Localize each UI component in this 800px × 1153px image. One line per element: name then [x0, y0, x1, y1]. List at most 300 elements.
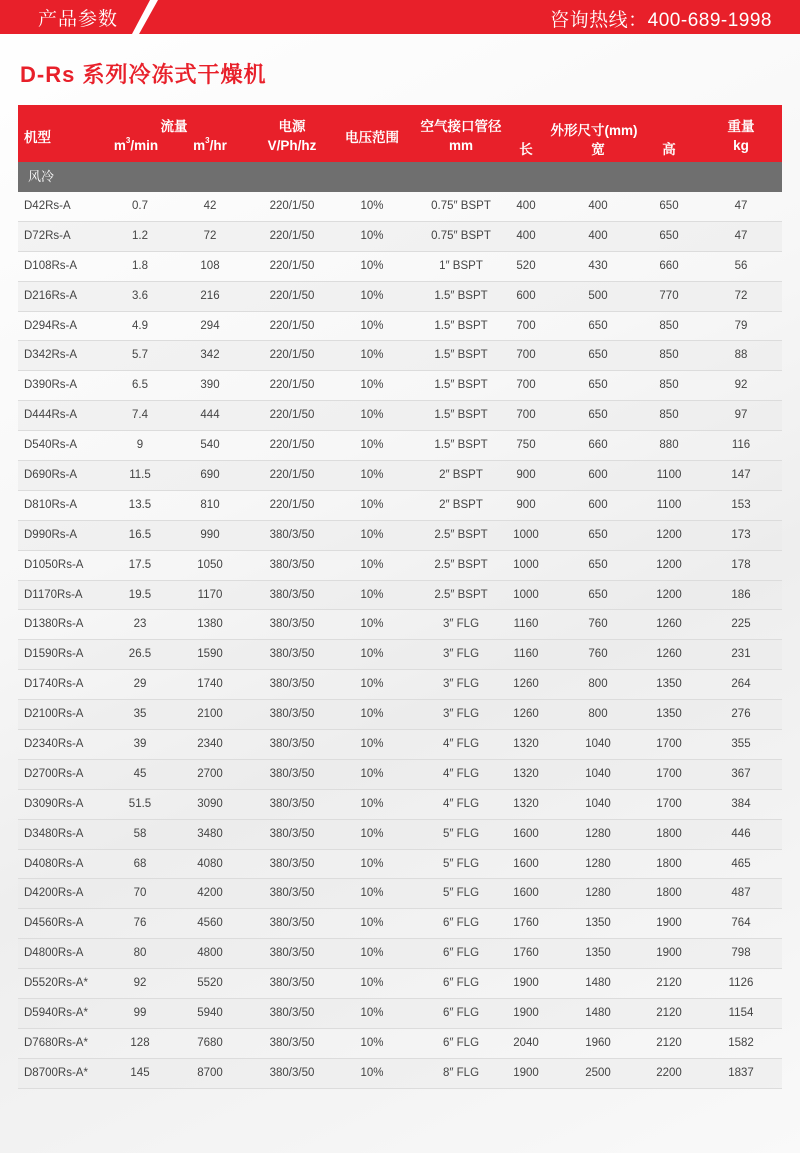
- cell-width: 1280: [585, 857, 611, 870]
- table-row: [18, 939, 782, 969]
- table-row: [18, 551, 782, 581]
- cell-flow-min: 7.4: [132, 409, 148, 422]
- cell-length: 2040: [513, 1036, 539, 1049]
- cell-height: 2120: [656, 977, 682, 990]
- cell-weight: 225: [731, 618, 751, 631]
- table-row: [18, 670, 782, 700]
- cell-power: 380/3/50: [269, 588, 315, 601]
- cell-width: 650: [588, 319, 608, 332]
- cell-power: 380/3/50: [269, 827, 315, 840]
- cell-flow-hr: 690: [200, 469, 220, 482]
- cell-flow-hr: 8700: [197, 1066, 223, 1079]
- cell-model: D2340Rs-A: [24, 738, 84, 751]
- col-header-inlet: 空气接口管径: [420, 119, 502, 134]
- table-row: [18, 222, 782, 252]
- cell-flow-hr: 2100: [197, 708, 223, 721]
- cell-inlet: 2″ BSPT: [439, 469, 483, 482]
- cell-voltage: 10%: [360, 1007, 384, 1020]
- cell-flow-hr: 1380: [197, 618, 223, 631]
- cell-voltage: 10%: [360, 469, 384, 482]
- cell-height: 770: [659, 289, 679, 302]
- cell-height: 1350: [656, 678, 682, 691]
- cell-inlet: 1.5″ BSPT: [434, 349, 488, 362]
- cell-width: 650: [588, 409, 608, 422]
- cell-inlet: 6″ FLG: [442, 947, 480, 960]
- cell-flow-hr: 1590: [197, 648, 223, 661]
- cell-flow-min: 45: [133, 767, 147, 780]
- cell-inlet: 6″ FLG: [442, 1036, 480, 1049]
- cell-voltage: 10%: [360, 917, 384, 930]
- cell-power: 220/1/50: [269, 289, 315, 302]
- table-row: [18, 730, 782, 760]
- cell-flow-hr: 342: [200, 349, 220, 362]
- cell-height: 850: [659, 379, 679, 392]
- cell-length: 1900: [513, 1066, 539, 1079]
- cell-flow-hr: 42: [203, 200, 217, 212]
- table-row: [18, 192, 782, 222]
- cell-voltage: 10%: [360, 229, 384, 242]
- cell-weight: 231: [731, 648, 751, 661]
- col-header-flow-min-unit: $m^3/\min$: [113, 136, 159, 153]
- cell-model: D2100Rs-A: [24, 708, 84, 721]
- cell-length: 1320: [513, 738, 539, 751]
- cell-flow-hr: 390: [200, 379, 220, 392]
- cell-inlet: 0.75″ BSPT: [431, 200, 491, 212]
- table-row: [18, 461, 782, 491]
- cell-weight: 1154: [728, 1007, 754, 1020]
- page-title: D-Rs 系列冷冻式干燥机: [20, 62, 267, 87]
- cell-weight: 446: [731, 827, 751, 840]
- top-banner: [0, 0, 800, 34]
- cell-height: 1700: [656, 738, 682, 751]
- cell-model: D2700Rs-A: [24, 767, 84, 780]
- cell-length: 700: [516, 379, 536, 392]
- cell-voltage: 10%: [360, 947, 384, 960]
- cell-flow-min: 3.6: [132, 289, 148, 302]
- cell-inlet: 2.5″ BSPT: [434, 528, 488, 541]
- cell-length: 700: [516, 409, 536, 422]
- cell-flow-min: 51.5: [128, 797, 152, 810]
- cell-height: 850: [659, 319, 679, 332]
- cell-voltage: 10%: [360, 1036, 384, 1049]
- cell-voltage: 10%: [360, 797, 384, 810]
- cell-voltage: 10%: [360, 887, 384, 900]
- cell-voltage: 10%: [360, 857, 384, 870]
- cell-voltage: 10%: [360, 558, 384, 571]
- cell-height: 880: [659, 439, 679, 452]
- cell-width: 400: [588, 229, 608, 242]
- cell-length: 1600: [513, 857, 539, 870]
- cell-power: 380/3/50: [269, 618, 315, 631]
- cell-flow-hr: 1170: [197, 588, 223, 601]
- cell-height: 1260: [656, 618, 682, 631]
- cell-flow-min: 68: [133, 857, 147, 870]
- cell-height: 1100: [656, 498, 682, 511]
- cell-model: D4200Rs-A: [24, 887, 84, 900]
- cell-height: 2200: [656, 1066, 682, 1079]
- table-row: [18, 969, 782, 999]
- cell-length: 1000: [513, 528, 539, 541]
- table-row: [18, 521, 782, 551]
- cell-model: D3090Rs-A: [24, 797, 84, 810]
- col-header-width: 宽: [591, 142, 605, 157]
- cell-flow-hr: 540: [200, 439, 220, 452]
- cell-length: 600: [516, 289, 536, 302]
- cell-flow-min: 145: [130, 1066, 150, 1079]
- cell-flow-min: 92: [133, 977, 147, 990]
- table-row: [18, 909, 782, 939]
- cell-model: D42Rs-A: [24, 200, 71, 212]
- cell-width: 650: [588, 528, 608, 541]
- cell-voltage: 10%: [360, 200, 384, 212]
- cell-voltage: 10%: [360, 1066, 384, 1079]
- cell-length: 1000: [513, 588, 539, 601]
- cell-width: 800: [588, 678, 608, 691]
- cell-height: 1800: [656, 827, 682, 840]
- cell-model: D7680Rs-A*: [24, 1036, 88, 1049]
- cell-voltage: 10%: [360, 648, 384, 661]
- spec-table: [18, 105, 782, 1089]
- cell-length: 1760: [513, 917, 539, 930]
- cell-length: 900: [516, 469, 536, 482]
- cell-voltage: 10%: [360, 827, 384, 840]
- table-row: [18, 760, 782, 790]
- cell-inlet: 5″ FLG: [442, 887, 480, 900]
- cell-flow-hr: 2700: [197, 767, 223, 780]
- cell-power: 220/1/50: [269, 349, 315, 362]
- col-header-inlet-unit: mm: [448, 138, 474, 153]
- cell-flow-min: 6.5: [132, 379, 148, 392]
- cell-flow-hr: 5520: [197, 977, 223, 990]
- cell-width: 500: [588, 289, 608, 302]
- col-header-flow-hr-unit: $m^3/hr$: [193, 136, 227, 153]
- table-row: [18, 640, 782, 670]
- cell-power: 220/1/50: [269, 319, 315, 332]
- cell-length: 1600: [513, 887, 539, 900]
- cell-width: 1040: [585, 767, 611, 780]
- cell-inlet: 2.5″ BSPT: [434, 588, 488, 601]
- cell-model: D990Rs-A: [24, 528, 78, 541]
- cell-height: 2120: [656, 1036, 682, 1049]
- cell-flow-min: 39: [133, 738, 147, 751]
- table-row: [18, 610, 782, 640]
- cell-height: 1700: [656, 767, 682, 780]
- col-header-weight-unit: kg: [733, 138, 749, 153]
- table-row: [18, 401, 782, 431]
- cell-voltage: 10%: [360, 738, 384, 751]
- cell-weight: 276: [731, 708, 751, 721]
- cell-width: 1350: [585, 947, 611, 960]
- cell-inlet: 6″ FLG: [442, 977, 480, 990]
- cell-flow-min: 35: [133, 708, 147, 721]
- table-row: [18, 312, 782, 342]
- cell-voltage: 10%: [360, 349, 384, 362]
- cell-flow-min: 5.7: [132, 349, 148, 362]
- table-row: [18, 252, 782, 282]
- cell-inlet: 0.75″ BSPT: [431, 229, 491, 242]
- col-header-power: 电源: [278, 119, 306, 134]
- cell-length: 1320: [513, 797, 539, 810]
- cell-flow-hr: 4200: [197, 887, 223, 900]
- cell-width: 1480: [585, 977, 611, 990]
- cell-weight: 47: [734, 200, 748, 212]
- cell-length: 1000: [513, 558, 539, 571]
- cell-model: D390Rs-A: [24, 379, 78, 392]
- cell-power: 380/3/50: [269, 917, 315, 930]
- hotline-text: 咨询热线：400-689-1998: [550, 10, 772, 31]
- cell-height: 650: [659, 200, 679, 212]
- cell-flow-hr: 2340: [197, 738, 223, 751]
- cell-flow-min: 1.8: [132, 259, 148, 272]
- cell-weight: 116: [731, 439, 751, 452]
- cell-height: 1350: [656, 708, 682, 721]
- cell-power: 380/3/50: [269, 887, 315, 900]
- cell-flow-hr: 4800: [197, 947, 223, 960]
- cell-voltage: 10%: [360, 259, 384, 272]
- cell-length: 1900: [513, 1007, 539, 1020]
- cell-height: 1200: [656, 528, 682, 541]
- cell-width: 800: [588, 708, 608, 721]
- cell-width: 1040: [585, 797, 611, 810]
- cell-inlet: 3″ FLG: [442, 708, 480, 721]
- col-header-model: 机型: [24, 130, 51, 145]
- cell-inlet: 3″ FLG: [442, 678, 480, 691]
- cell-power: 220/1/50: [269, 259, 315, 272]
- cell-weight: 88: [734, 349, 748, 362]
- cell-model: D1590Rs-A: [24, 648, 84, 661]
- cell-power: 380/3/50: [269, 947, 315, 960]
- cell-power: 380/3/50: [269, 1036, 315, 1049]
- cell-flow-hr: 1050: [197, 558, 223, 571]
- cell-flow-min: 70: [133, 887, 147, 900]
- cell-height: 1900: [656, 917, 682, 930]
- cell-model: D4800Rs-A: [24, 947, 84, 960]
- table-header: [18, 105, 782, 162]
- cell-flow-min: 29: [133, 678, 147, 691]
- cell-flow-hr: 444: [200, 409, 220, 422]
- cell-flow-hr: 7680: [197, 1036, 223, 1049]
- cell-length: 1260: [513, 678, 539, 691]
- cell-power: 380/3/50: [269, 857, 315, 870]
- cell-weight: 153: [731, 498, 751, 511]
- cell-model: D540Rs-A: [24, 439, 78, 452]
- cell-power: 220/1/50: [269, 469, 315, 482]
- cell-power: 380/3/50: [269, 977, 315, 990]
- cell-weight: 1126: [728, 977, 754, 990]
- cell-voltage: 10%: [360, 379, 384, 392]
- cell-model: D5940Rs-A*: [24, 1007, 88, 1020]
- cell-height: 1200: [656, 558, 682, 571]
- cell-flow-hr: 294: [200, 319, 220, 332]
- cell-power: 380/3/50: [269, 708, 315, 721]
- cell-flow-hr: 810: [200, 498, 220, 511]
- cell-width: 1480: [585, 1007, 611, 1020]
- cell-flow-hr: 990: [200, 528, 220, 541]
- cell-power: 380/3/50: [269, 558, 315, 571]
- cell-inlet: 1.5″ BSPT: [434, 439, 488, 452]
- cell-height: 1700: [656, 797, 682, 810]
- cell-voltage: 10%: [360, 767, 384, 780]
- cell-weight: 97: [734, 409, 748, 422]
- cell-power: 380/3/50: [269, 528, 315, 541]
- col-header-flow: 流量: [160, 119, 188, 134]
- cell-power: 220/1/50: [269, 409, 315, 422]
- cell-width: 2500: [585, 1066, 611, 1079]
- cell-width: 650: [588, 349, 608, 362]
- cell-power: 380/3/50: [269, 1007, 315, 1020]
- cell-flow-hr: 216: [200, 289, 220, 302]
- cell-length: 750: [516, 439, 536, 452]
- cell-flow-hr: 3090: [197, 797, 223, 810]
- cell-flow-hr: 72: [203, 229, 217, 242]
- col-header-weight: 重量: [727, 119, 755, 134]
- section-row-air-cooled: 风冷: [18, 162, 782, 192]
- cell-inlet: 4″ FLG: [442, 767, 480, 780]
- table-row: [18, 282, 782, 312]
- cell-voltage: 10%: [360, 289, 384, 302]
- cell-flow-min: 76: [133, 917, 147, 930]
- cell-inlet: 6″ FLG: [442, 1007, 480, 1020]
- cell-flow-min: 26.5: [128, 648, 152, 661]
- cell-power: 220/1/50: [269, 498, 315, 511]
- cell-flow-min: 80: [133, 947, 147, 960]
- cell-width: 600: [588, 498, 608, 511]
- col-header-dims: 外形尺寸(mm): [550, 123, 638, 138]
- cell-weight: 367: [731, 767, 751, 780]
- cell-weight: 487: [731, 887, 751, 900]
- cell-inlet: 1.5″ BSPT: [434, 379, 488, 392]
- table-row: [18, 879, 782, 909]
- cell-power: 380/3/50: [269, 767, 315, 780]
- cell-flow-min: 19.5: [128, 588, 152, 601]
- cell-width: 760: [588, 618, 608, 631]
- cell-power: 380/3/50: [269, 678, 315, 691]
- table-row: [18, 371, 782, 401]
- cell-weight: 384: [731, 797, 751, 810]
- cell-length: 1260: [513, 708, 539, 721]
- cell-height: 660: [659, 259, 679, 272]
- cell-voltage: 10%: [360, 618, 384, 631]
- cell-weight: 186: [731, 588, 751, 601]
- cell-power: 220/1/50: [269, 229, 315, 242]
- cell-inlet: 8″ FLG: [442, 1066, 480, 1079]
- cell-flow-min: 1.2: [132, 229, 148, 242]
- cell-flow-hr: 4080: [197, 857, 223, 870]
- cell-length: 1900: [513, 977, 539, 990]
- cell-width: 1280: [585, 827, 611, 840]
- cell-length: 400: [516, 229, 536, 242]
- cell-flow-min: 99: [133, 1007, 147, 1020]
- cell-model: D1170Rs-A: [24, 588, 83, 601]
- cell-power: 220/1/50: [269, 379, 315, 392]
- cell-model: D342Rs-A: [24, 349, 78, 362]
- cell-height: 1200: [656, 588, 682, 601]
- cell-weight: 173: [731, 528, 751, 541]
- cell-voltage: 10%: [360, 409, 384, 422]
- cell-power: 220/1/50: [269, 200, 315, 212]
- cell-model: D72Rs-A: [24, 229, 71, 242]
- col-header-voltage: 电压范围: [345, 130, 399, 145]
- cell-width: 600: [588, 469, 608, 482]
- cell-inlet: 4″ FLG: [442, 738, 480, 751]
- table-row: [18, 790, 782, 820]
- cell-voltage: 10%: [360, 588, 384, 601]
- cell-width: 650: [588, 558, 608, 571]
- table-row: [18, 341, 782, 371]
- cell-flow-hr: 4560: [197, 917, 223, 930]
- table-row: [18, 491, 782, 521]
- cell-weight: 72: [734, 289, 748, 302]
- cell-length: 520: [516, 259, 536, 272]
- cell-voltage: 10%: [360, 678, 384, 691]
- table-row: [18, 700, 782, 730]
- cell-model: D1380Rs-A: [24, 618, 84, 631]
- table-row: [18, 431, 782, 461]
- table-row: [18, 850, 782, 880]
- cell-flow-min: 4.9: [132, 319, 148, 332]
- cell-inlet: 3″ FLG: [442, 648, 480, 661]
- cell-length: 700: [516, 319, 536, 332]
- cell-inlet: 1″ BSPT: [439, 259, 483, 272]
- cell-inlet: 6″ FLG: [442, 917, 480, 930]
- table-row: [18, 999, 782, 1029]
- cell-model: D294Rs-A: [24, 319, 78, 332]
- cell-power: 380/3/50: [269, 648, 315, 661]
- col-header-length: 长: [519, 142, 533, 157]
- cell-flow-min: 0.7: [132, 200, 148, 212]
- cell-width: 1040: [585, 738, 611, 751]
- cell-model: D5520Rs-A*: [24, 977, 88, 990]
- cell-flow-min: 23: [133, 618, 147, 631]
- cell-flow-min: 128: [130, 1036, 150, 1049]
- cell-height: 650: [659, 229, 679, 242]
- cell-model: D4560Rs-A: [24, 917, 84, 930]
- cell-width: 430: [588, 259, 608, 272]
- cell-weight: 264: [731, 678, 751, 691]
- cell-length: 1600: [513, 827, 539, 840]
- table-row: [18, 1029, 782, 1059]
- cell-height: 1800: [656, 887, 682, 900]
- cell-power: 220/1/50: [269, 439, 315, 452]
- cell-inlet: 1.5″ BSPT: [434, 289, 488, 302]
- cell-width: 760: [588, 648, 608, 661]
- cell-width: 1350: [585, 917, 611, 930]
- col-header-height: 高: [662, 142, 676, 157]
- cell-model: D1050Rs-A: [24, 558, 84, 571]
- cell-model: D3480Rs-A: [24, 827, 84, 840]
- cell-weight: 79: [734, 319, 748, 332]
- cell-width: 650: [588, 379, 608, 392]
- cell-height: 1800: [656, 857, 682, 870]
- cell-length: 900: [516, 498, 536, 511]
- cell-flow-min: 17.5: [128, 558, 152, 571]
- cell-voltage: 10%: [360, 498, 384, 511]
- cell-voltage: 10%: [360, 977, 384, 990]
- cell-length: 1760: [513, 947, 539, 960]
- cell-height: 1900: [656, 947, 682, 960]
- cell-weight: 764: [731, 917, 751, 930]
- cell-height: 1100: [656, 469, 682, 482]
- cell-inlet: 1.5″ BSPT: [434, 319, 488, 332]
- cell-model: D1740Rs-A: [24, 678, 84, 691]
- table-row: [18, 1059, 782, 1089]
- cell-model: D4080Rs-A: [24, 857, 84, 870]
- section-tab-label: 产品参数: [38, 9, 119, 30]
- table-row: [18, 820, 782, 850]
- cell-voltage: 10%: [360, 528, 384, 541]
- col-header-power-unit: V/Ph/hz: [267, 138, 317, 153]
- cell-length: 1160: [513, 618, 539, 631]
